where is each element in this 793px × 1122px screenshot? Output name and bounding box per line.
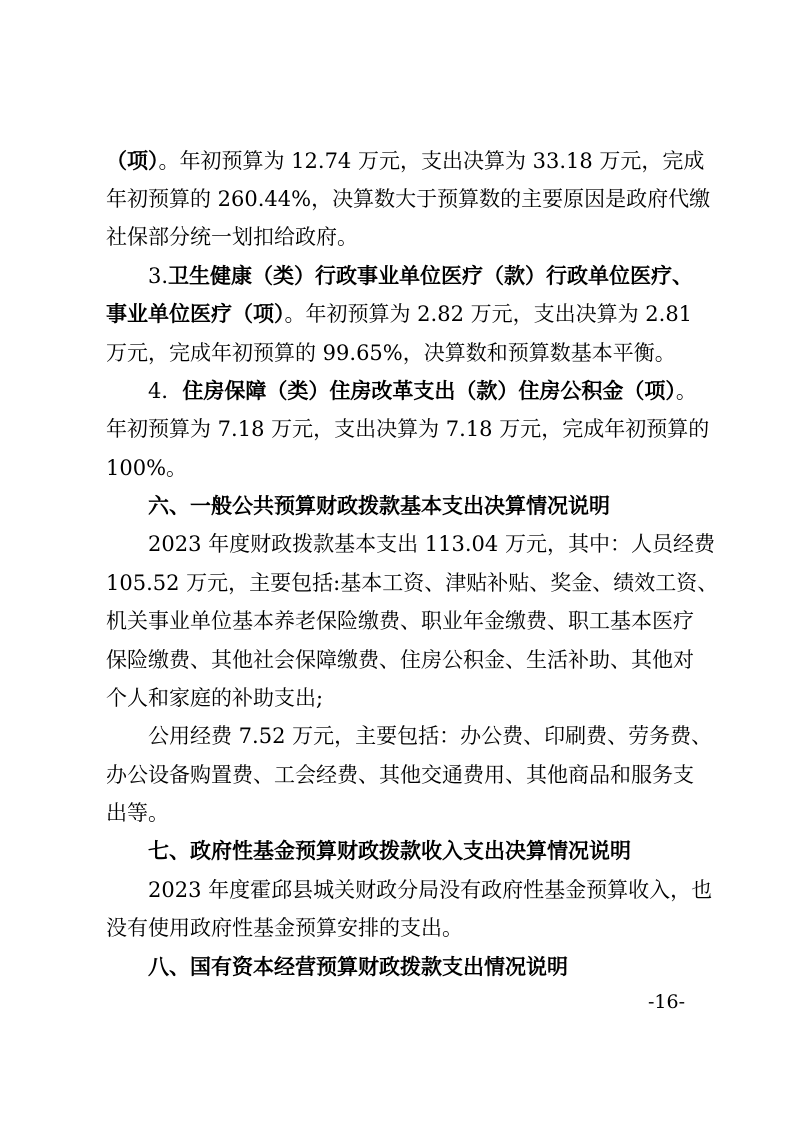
text-line bbox=[148, 264, 693, 289]
section-heading: 六、一般公共预算财政拨款基本支出决算情况说明 bbox=[148, 494, 610, 518]
text-line bbox=[106, 149, 704, 174]
text-line bbox=[106, 686, 323, 711]
line-text: 保险缴费、其他社会保障缴费、住房公积金、生活补助、其他对 bbox=[106, 648, 694, 672]
text-line bbox=[106, 456, 187, 481]
line-text: 2023 年度财政拨款基本支出 113.04 万元，其中：人员经费 bbox=[148, 532, 715, 556]
line-text: 。 bbox=[675, 379, 697, 403]
line-text: 万元，完成年初预算的 99.65%，决算数和预算数基本平衡。 bbox=[106, 341, 676, 365]
line-text: 个人和家庭的补助支出; bbox=[106, 686, 324, 710]
line-text: 。年初预算为 12.74 万元，支出决算为 33.18 万元，完成 bbox=[158, 149, 705, 173]
section-heading: 七、政府性基金预算财政拨款收入支出决算情况说明 bbox=[148, 839, 631, 863]
line-text: 2023 年度霍邱县城关财政分局没有政府性基金预算收入，也 bbox=[148, 878, 713, 902]
text-line bbox=[148, 532, 715, 557]
line-text: 。年初预算为 2.82 万元，支出决算为 2.81 bbox=[284, 302, 693, 326]
line-text: 105.52 万元，主要包括:基本工资、津贴补贴、奖金、绩效工资、 bbox=[106, 571, 719, 595]
line-text: 出等。 bbox=[106, 801, 169, 825]
item-number: 3. bbox=[148, 264, 169, 288]
section-heading: 八、国有资本经营预算财政拨款支出情况说明 bbox=[148, 955, 568, 979]
text-line bbox=[106, 571, 718, 596]
text-line bbox=[148, 724, 712, 749]
bold-phrase: 住房保障（类）住房改革支出（款）住房公积金（项） bbox=[182, 379, 676, 403]
bold-phrase: （项） bbox=[106, 149, 159, 173]
text-line bbox=[148, 878, 712, 903]
line-text: 公用经费 7.52 万元，主要包括：办公费、印刷费、劳务费、 bbox=[148, 724, 713, 748]
text-line bbox=[106, 187, 710, 212]
text-line bbox=[106, 225, 358, 250]
line-text: 年初预算的 260.44%，决算数大于预算数的主要原因是政府代缴 bbox=[106, 187, 711, 211]
line-text: 社保部分统一划扣给政府。 bbox=[106, 225, 358, 249]
text-line bbox=[106, 341, 676, 366]
text-line bbox=[106, 417, 709, 442]
line-text: 没有使用政府性基金预算安排的支出。 bbox=[106, 916, 463, 940]
text-line bbox=[106, 648, 694, 673]
line-text: 办公设备购置费、工会经费、其他交通费用、其他商品和服务支 bbox=[106, 763, 694, 787]
text-line bbox=[106, 763, 694, 788]
text-line bbox=[106, 801, 169, 826]
text-line bbox=[106, 916, 463, 941]
line-text: 100%。 bbox=[106, 456, 188, 480]
text-line bbox=[106, 302, 692, 327]
text-line bbox=[148, 379, 697, 404]
bold-phrase: 卫生健康（类）行政事业单位医疗（款）行政单位医疗、 bbox=[168, 264, 694, 288]
item-number: 4． bbox=[148, 379, 183, 403]
bold-phrase: 事业单位医疗（项） bbox=[106, 302, 285, 326]
page-number: -16- bbox=[648, 991, 686, 1013]
line-text: 机关事业单位基本养老保险缴费、职业年金缴费、职工基本医疗 bbox=[106, 609, 694, 633]
text-line bbox=[106, 609, 694, 634]
line-text: 年初预算为 7.18 万元，支出决算为 7.18 万元，完成年初预算的 bbox=[106, 417, 710, 441]
